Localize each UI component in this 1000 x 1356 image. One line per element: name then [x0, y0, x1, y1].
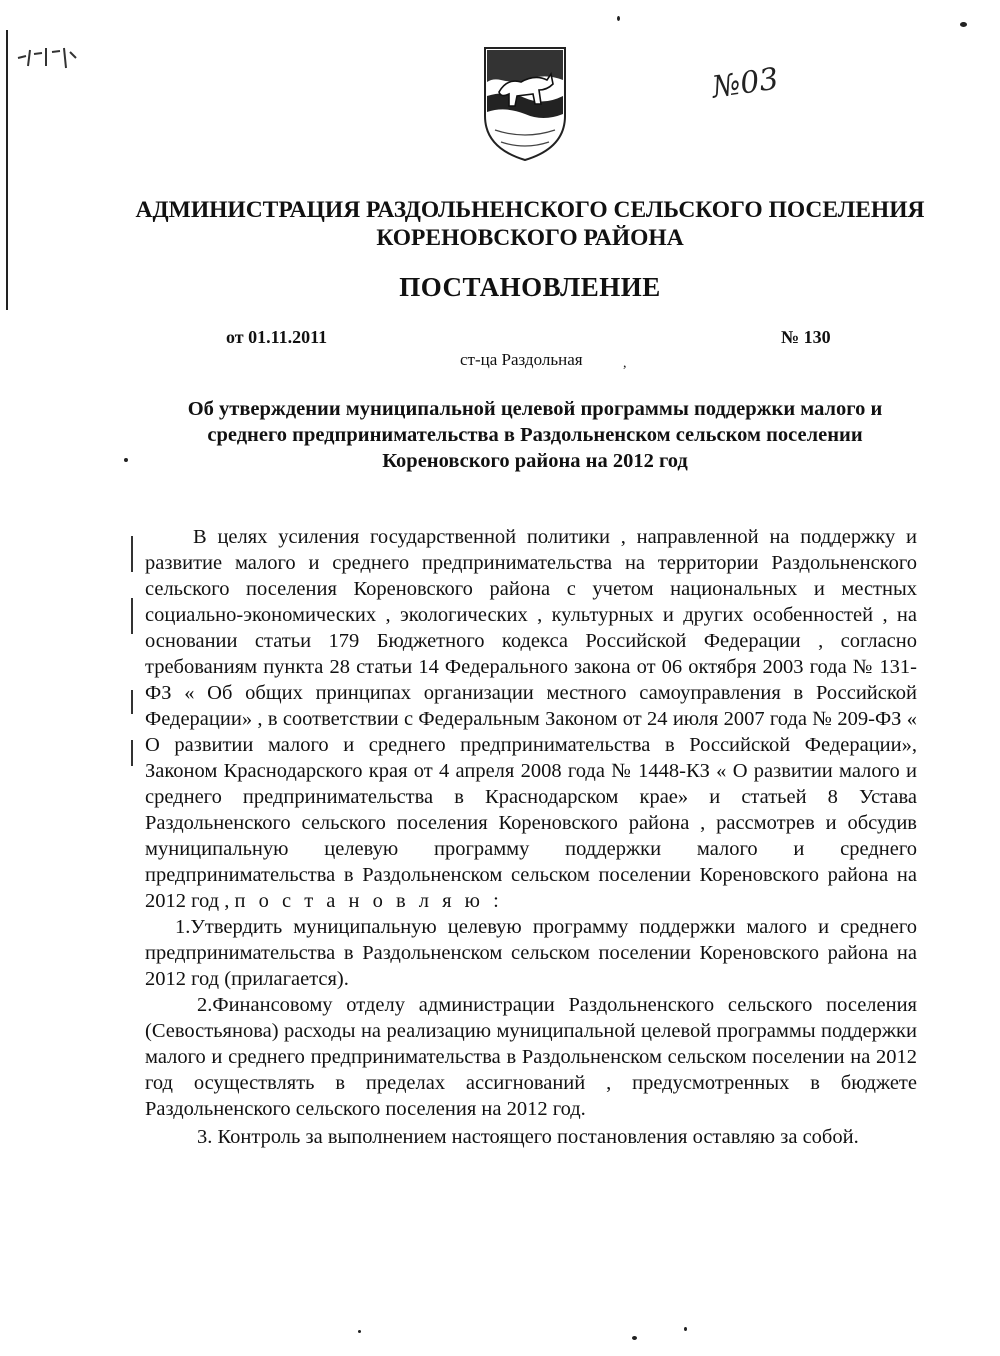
- document-title: Об утверждении муниципальной целевой программы поддержки малого и среднего предпринимательства в Раздольненском сельском поселении Кореновского района на 2012 год: [187, 398, 883, 472]
- document-place: ст-ца Раздольная: [460, 350, 583, 369]
- scan-speck: [124, 458, 128, 462]
- margin-mark: [131, 598, 133, 634]
- organization-line-1: АДМИНИСТРАЦИЯ РАЗДОЛЬНЕНСКОГО СЕЛЬСКОГО ПОСЕЛЕНИЯ: [135, 197, 925, 223]
- scan-edge-line: [6, 30, 8, 310]
- scan-mark: ,: [623, 356, 627, 371]
- preamble-text: В целях усиления государственной политики , направленной на поддержку и развитие малого и среднего предпринимательства на территории Раздольненского сельского поселения Кореновского района с учетом национальных и местных социально-экономических , экологических , культурных и других особенностей , на основании статьи 179 Бюджетного кодекса Российской Федерации , согласно требованиям пункта 28 статьи 14 Федерального закона от 06 октября 2003 года № 131-ФЗ « Об общих принципах организации местного самоуправления в Российской Федерации» , в соответствии с Федеральным Законом от 24 июля 2007 года № 209-ФЗ « О развитии малого и среднего предпринимательства в Российской Федерации», Законом Краснодарского края от 4 апреля 2008 года № 1448-КЗ « О развитии малого и среднего предпринимательства в Краснодарском крае» и статьей 8 Устава Раздольненского сельского поселения Кореновского района , рассмотрев и обсудив муниципальную целевую программу поддержки малого и среднего предпринимательства в Раздольненском сельском поселении Кореновского района на 2012 год ,: [145, 526, 917, 912]
- preamble-paragraph: [145, 524, 917, 914]
- scan-speck: [684, 1327, 687, 1331]
- scan-speck: [632, 1336, 637, 1340]
- organization-name: [100, 196, 960, 252]
- scan-speck: [960, 22, 967, 27]
- resolution-item-2: 2.Финансовому отделу администрации Раздольненского сельского поселения (Севостьянова) расходы на реализацию муниципальной целевой программы поддержки малого и среднего предпринимательства в Раздольненском сельском поселении на 2012 год осуществлять в пределах ассигнований , предусмотренных в бюджете Раздольненского сельского поселения на 2012 год.: [145, 994, 917, 1120]
- corner-scribble: [16, 44, 86, 74]
- document-body: [145, 524, 917, 1150]
- scan-speck: [358, 1330, 361, 1333]
- coat-of-arms-emblem: [477, 44, 573, 164]
- resolve-word: п о с т а н о в л я ю :: [234, 890, 503, 912]
- resolution-item-1: 1.Утвердить муниципальную целевую программу поддержки малого и среднего предпринимательства в Раздольненском сельском поселении Кореновского района на 2012 год (прилагается).: [145, 916, 917, 990]
- scan-speck: [617, 16, 620, 21]
- margin-mark: [131, 690, 133, 714]
- resolution-item-3: 3. Контроль за выполнением настоящего постановления оставляю за собой.: [197, 1126, 859, 1148]
- document-date: от 01.11.2011: [226, 327, 328, 347]
- document-number: № 130: [781, 327, 831, 347]
- handwritten-note: №03: [709, 61, 781, 106]
- margin-mark: [131, 740, 133, 766]
- organization-line-2: КОРЕНОВСКОГО РАЙОНА: [376, 225, 684, 251]
- margin-mark: [131, 536, 133, 572]
- document-type: ПОСТАНОВЛЕНИЕ: [399, 272, 661, 302]
